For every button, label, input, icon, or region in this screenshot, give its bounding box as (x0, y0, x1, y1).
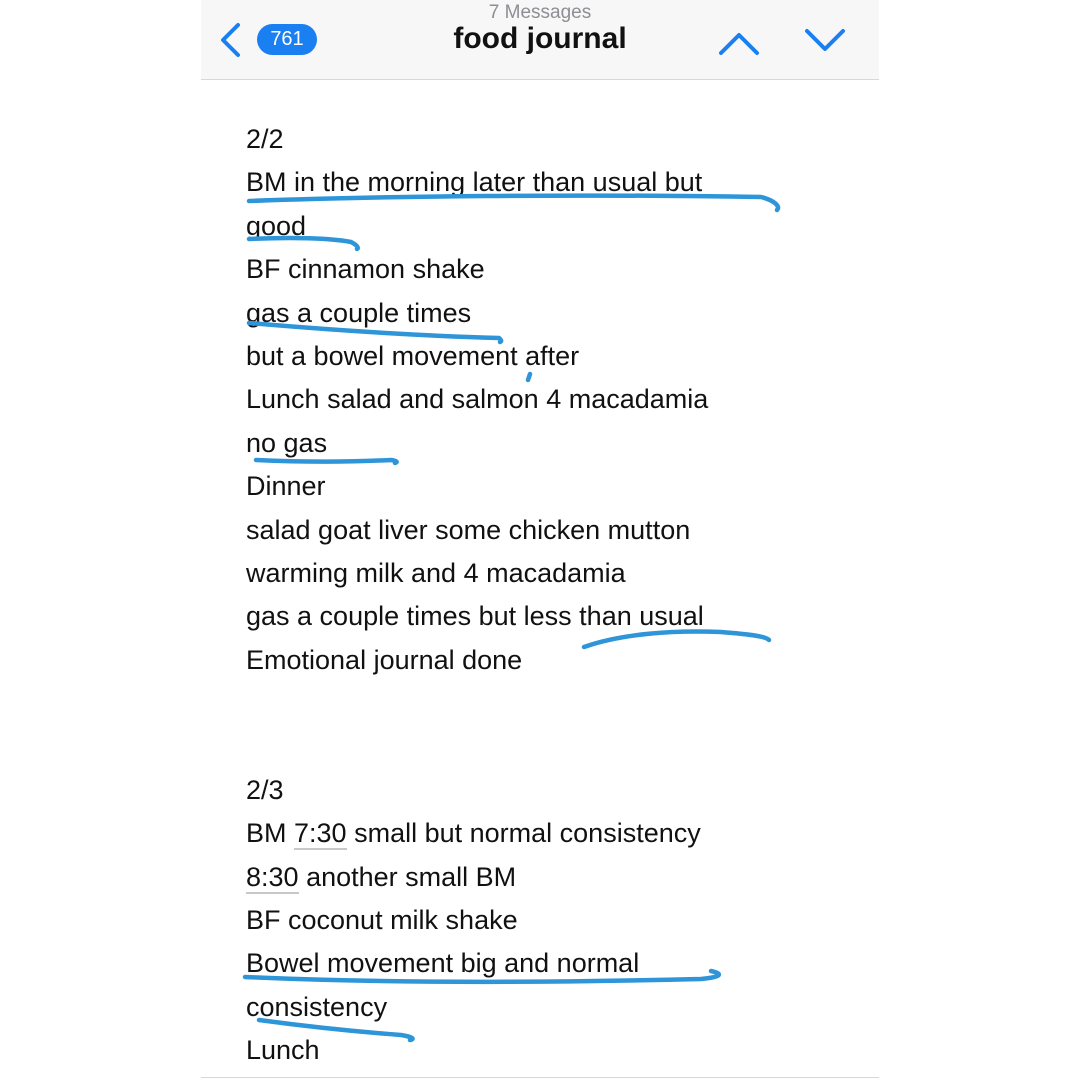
journal-line (246, 856, 846, 899)
journal-line: BF cinnamon shake (246, 254, 485, 285)
journal-line: salad goat liver some chicken mutton (246, 514, 691, 545)
thread-title: food journal (453, 22, 627, 55)
journal-text: BM (246, 818, 287, 849)
chevron-up-icon (715, 24, 763, 60)
journal-line: warming milk and 4 macadamia (246, 557, 626, 588)
journal-line: BF coconut milk shake (246, 905, 518, 936)
journal-text: small but normal consistency (354, 818, 701, 849)
mail-message-view (201, 0, 879, 1080)
journal-line: good (246, 210, 307, 241)
journal-line: gas a couple times but less than usual (246, 601, 704, 632)
journal-text: another small BM (306, 861, 517, 892)
message-count: 7 Messages (488, 2, 592, 23)
previous-message-button[interactable] (715, 24, 763, 60)
bottom-divider (201, 1077, 879, 1078)
journal-line: but a bowel movement after (246, 340, 580, 371)
journal-line: Dinner (246, 471, 326, 502)
journal-line: gas a couple times (246, 297, 472, 328)
entry-date: 2/2 (246, 124, 284, 154)
journal-line (246, 812, 846, 855)
chevron-down-icon (801, 24, 849, 60)
journal-line: Lunch salad and salmon 4 macadamia (246, 384, 709, 415)
time-link[interactable]: 7:30 (294, 818, 347, 849)
next-message-button[interactable] (801, 24, 849, 60)
entry-date: 2/3 (246, 774, 284, 805)
entry-spacer (246, 682, 846, 769)
journal-line: consistency (246, 991, 388, 1022)
journal-line: BM in the morning later than usual but (246, 167, 703, 198)
journal-line: Emotional journal done (246, 644, 523, 675)
journal-line: Lunch (246, 1035, 320, 1066)
message-body (246, 118, 846, 1073)
journal-line: no gas (246, 427, 328, 458)
navigation-bar (201, 0, 879, 80)
unread-count-badge[interactable]: 761 (257, 24, 317, 55)
time-link[interactable]: 8:30 (246, 861, 299, 892)
journal-line: Bowel movement big and normal (246, 948, 640, 979)
